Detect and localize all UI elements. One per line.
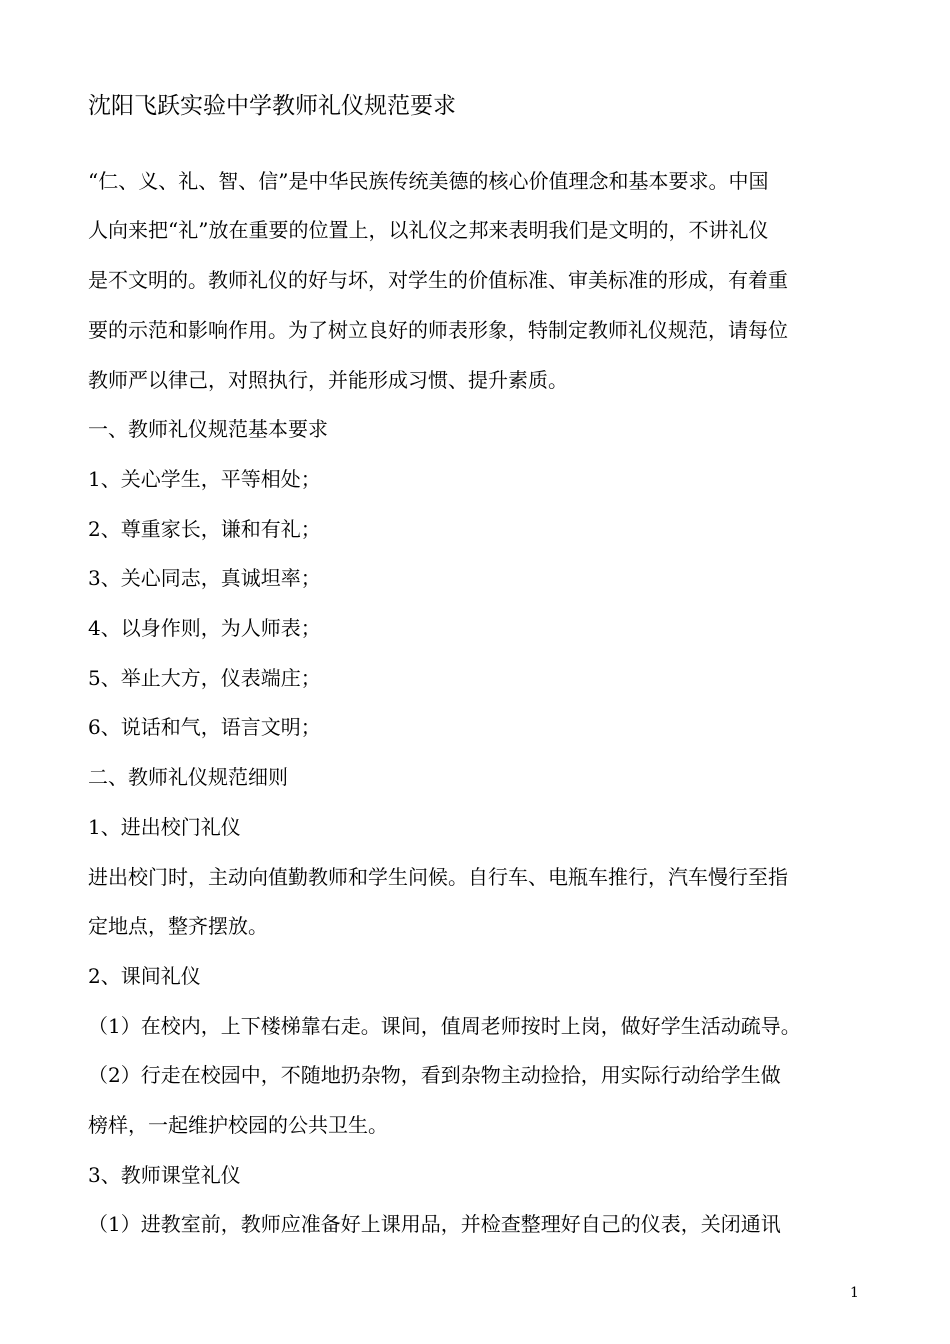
list-item: 6、说话和气，语言文明； — [88, 715, 321, 739]
subsection-heading: 1、进出校门礼仪 — [88, 815, 241, 839]
paragraph-line: （1）进教室前，教师应准备好上课用品，并检查整理好自己的仪表，关闭通讯 — [88, 1212, 781, 1236]
paragraph-line: 教师严以律己，对照执行，并能形成习惯、提升素质。 — [88, 368, 568, 392]
paragraph-line: （2）行走在校园中，不随地扔杂物，看到杂物主动捡拾，用实际行动给学生做 — [88, 1063, 781, 1087]
section-heading: 一、教师礼仪规范基本要求 — [88, 417, 328, 441]
paragraph-line: 进出校门时，主动向值勤教师和学生问候。自行车、电瓶车推行，汽车慢行至指 — [88, 865, 788, 889]
paragraph-line: （1）在校内，上下楼梯靠右走。课间，值周老师按时上岗，做好学生活动疏导。 — [88, 1014, 801, 1038]
section-heading: 二、教师礼仪规范细则 — [88, 765, 288, 789]
paragraph-line: 定地点，整齐摆放。 — [88, 914, 268, 938]
paragraph-line: “仁、义、礼、智、信”是中华民族传统美德的核心价值理念和基本要求。中国 — [88, 169, 769, 193]
paragraph-line: 要的示范和影响作用。为了树立良好的师表形象，特制定教师礼仪规范，请每位 — [88, 318, 788, 342]
list-item: 3、关心同志，真诚坦率； — [88, 566, 321, 590]
list-item: 2、尊重家长，谦和有礼； — [88, 517, 321, 541]
paragraph-line: 是不文明的。教师礼仪的好与坏，对学生的价值标准、审美标准的形成，有着重 — [88, 268, 788, 292]
page-number: 1 — [850, 1285, 859, 1301]
document-title: 沈阳飞跃实验中学教师礼仪规范要求 — [88, 93, 456, 119]
paragraph-line: 人向来把“礼”放在重要的位置上，以礼仪之邦来表明我们是文明的，不讲礼仪 — [88, 218, 769, 242]
list-item: 5、举止大方，仪表端庄； — [88, 666, 321, 690]
list-item: 4、以身作则，为人师表； — [88, 616, 321, 640]
subsection-heading: 3、教师课堂礼仪 — [88, 1163, 241, 1187]
list-item: 1、关心学生，平等相处； — [88, 467, 321, 491]
subsection-heading: 2、课间礼仪 — [88, 964, 201, 988]
paragraph-line: 榜样，一起维护校园的公共卫生。 — [88, 1113, 388, 1137]
